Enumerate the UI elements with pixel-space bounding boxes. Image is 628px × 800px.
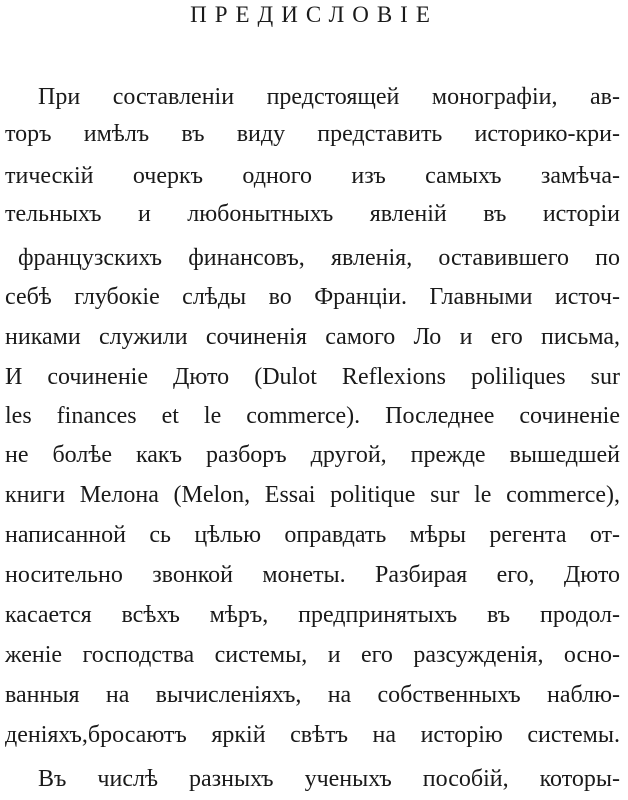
- text-line: торъ имѣлъ въ виду представить историко-кри-: [5, 121, 620, 147]
- text-line: При составленіи предстоящей монографіи, ав-: [38, 84, 620, 110]
- text-line: тельныхъ и любонытныхъ явленій въ исторіи: [5, 201, 620, 227]
- text-line: себѣ глубокіе слѣды во Франціи. Главными источ-: [5, 284, 620, 310]
- text-line: Въ числѣ разныхъ ученыхъ пособій, которы-: [38, 766, 620, 792]
- text-line: деніяхъ,бросаютъ яркій свѣтъ на исторію системы.: [5, 722, 620, 748]
- text-line: носительно звонкой монеты. Разбирая его, Дюто: [5, 562, 620, 588]
- text-line: не болѣе какъ разборъ другой, прежде вышедшей: [5, 442, 620, 468]
- text-line: никами служили сочиненія самого Ло и его письма,: [5, 324, 620, 350]
- text-line: французскихъ финансовъ, явленія, оставившего по: [18, 245, 620, 271]
- text-line: И сочиненіе Дюто (Dulot Reflexions poliliques sur: [5, 364, 620, 390]
- text-line: les finances et le commerce). Последнее сочиненіе: [5, 403, 620, 429]
- text-line: написанной сь цѣлью оправдать мѣры регента от-: [5, 522, 620, 548]
- page-title: ПРЕДИСЛОВІЕ: [190, 2, 438, 27]
- text-line: ванныя на вычисленіяхъ, на собственныхъ наблю-: [5, 682, 620, 708]
- text-line: женіе господства системы, и его разсужденія, осно-: [5, 642, 620, 668]
- text-line: касается всѣхъ мѣръ, предпринятыхъ въ продол-: [5, 602, 620, 628]
- text-line: тическій очеркъ одного изъ самыхъ замѣча-: [5, 163, 620, 189]
- text-line: книги Мелона (Melon, Essai politique sur le commerce),: [5, 482, 620, 508]
